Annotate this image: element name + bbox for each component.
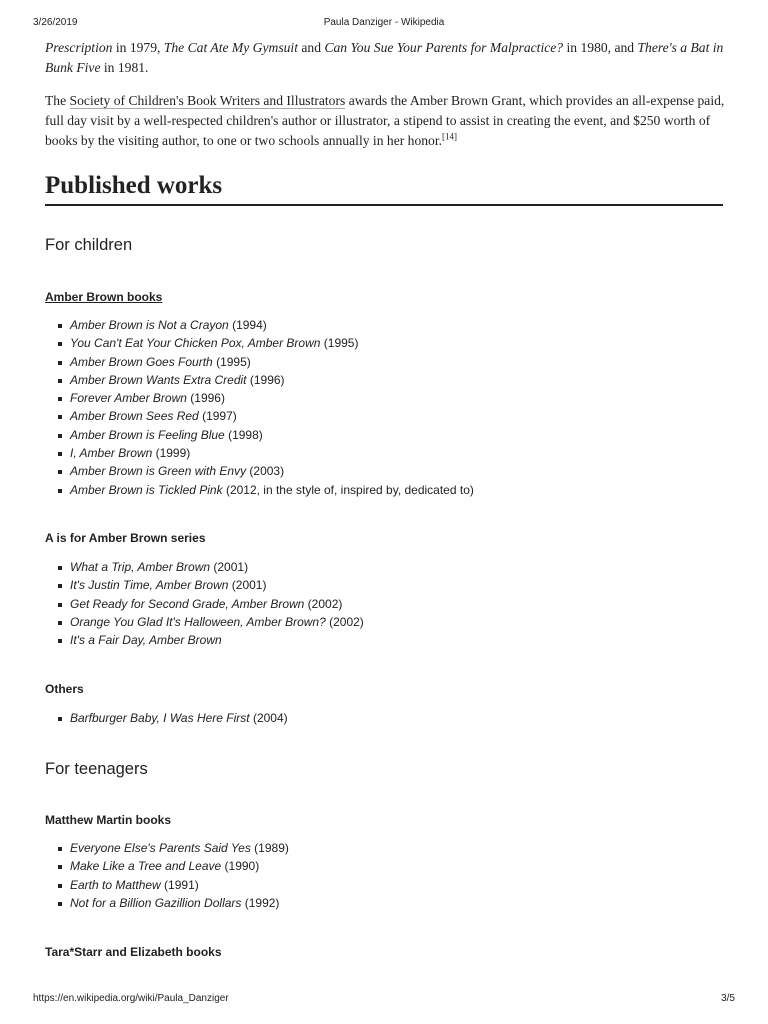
book-info: (1998) xyxy=(224,427,263,442)
list-item xyxy=(45,371,474,389)
amber-brown-list xyxy=(45,316,474,499)
list-item xyxy=(45,426,474,444)
book-info: (2003) xyxy=(246,464,285,479)
list-item xyxy=(45,894,289,912)
list-item xyxy=(45,558,364,576)
book-title-link[interactable]: Amber Brown Sees Red xyxy=(70,409,199,424)
published-works-heading: Published works xyxy=(45,170,723,206)
print-title: Paula Danziger - Wikipedia xyxy=(323,17,445,28)
intro-paragraph: Prescription in 1979, The Cat Ate My Gymsuit and Can You Sue Your Parents for Malpractice? in 1980, and There's a Bat in Bunk Five in 1981. xyxy=(45,40,724,75)
book-title-link[interactable]: It's a Fair Day, Amber Brown xyxy=(70,633,222,648)
print-date: 3/26/2019 xyxy=(33,17,78,28)
tara-starr-elizabeth-heading: Tara*Starr and Elizabeth books xyxy=(45,945,222,959)
a-is-for-amber-brown-list xyxy=(45,558,364,649)
book-title-link[interactable]: Not for a Billion Gazillion Dollars xyxy=(70,895,242,910)
book-title-link[interactable]: Amber Brown Wants Extra Credit xyxy=(70,372,247,387)
book-title-link[interactable]: Amber Brown is Tickled Pink xyxy=(70,482,223,497)
list-item xyxy=(45,462,474,480)
book-title: There's a Bat in Bunk Five xyxy=(45,40,724,75)
list-item xyxy=(45,353,474,371)
book-title: The Cat Ate My Gymsuit xyxy=(163,40,298,55)
book-title-link[interactable]: It's Justin Time, Amber Brown xyxy=(70,578,229,593)
for-teenagers-heading: For teenagers xyxy=(45,760,148,778)
book-info: (1996) xyxy=(246,372,285,387)
book-title-link[interactable]: What a Trip, Amber Brown xyxy=(70,560,211,574)
book-info: (1997) xyxy=(198,409,237,424)
book-info: (1992) xyxy=(241,895,280,910)
list-item xyxy=(45,334,474,352)
book-title-link[interactable]: Amber Brown is Feeling Blue xyxy=(70,427,225,442)
list-item xyxy=(45,839,289,857)
page-number: 3/5 xyxy=(721,993,735,1004)
reference-14[interactable]: [14] xyxy=(442,131,458,142)
list-item xyxy=(45,631,364,649)
book-title-link[interactable]: I, Amber Brown xyxy=(70,446,153,461)
book-info: (1989) xyxy=(250,841,289,855)
book-title-link[interactable]: Get Ready for Second Grade, Amber Brown xyxy=(70,596,305,611)
book-info: (1994) xyxy=(228,318,267,332)
book-info: (1995) xyxy=(212,354,251,369)
book-info: (1990) xyxy=(221,859,260,874)
book-title-link[interactable]: Amber Brown is Green with Envy xyxy=(70,464,247,479)
book-info: (1996) xyxy=(186,391,225,406)
list-item xyxy=(45,613,364,631)
book-title-link[interactable]: Amber Brown is Not a Crayon xyxy=(70,318,229,332)
list-item xyxy=(45,444,474,462)
others-heading: Others xyxy=(45,682,84,696)
book-info: (1995) xyxy=(320,336,359,351)
book-title-link[interactable]: Everyone Else's Parents Said Yes xyxy=(70,841,251,855)
book-title-link[interactable]: Amber Brown Goes Fourth xyxy=(70,354,213,369)
book-title: Prescription xyxy=(45,40,113,55)
book-info: (2012, in the style of, inspired by, dedicated to) xyxy=(222,482,474,497)
list-item xyxy=(45,389,474,407)
others-list xyxy=(45,709,288,727)
book-info: (2004) xyxy=(249,711,288,725)
grant-paragraph: The Society of Children's Book Writers and Illustrators awards the Amber Brown Grant, which provides an all-expense paid, full day visit by a well-respected children's author or illustrator, a stipend to assist in creating the event, and $250 worth of books by the visiting author, to one or two schools annually in her honor.[14] xyxy=(45,93,725,148)
book-title-link[interactable]: Earth to Matthew xyxy=(70,877,161,892)
book-info: (2002) xyxy=(325,614,364,629)
list-item xyxy=(45,595,364,613)
book-info: (2002) xyxy=(304,596,343,611)
book-info: (2001) xyxy=(210,560,249,574)
book-info: (2001) xyxy=(228,578,267,593)
book-title-link[interactable]: Orange You Glad It's Halloween, Amber Brown? xyxy=(70,614,326,629)
book-title-link[interactable]: Barfburger Baby, I Was Here First xyxy=(70,711,250,725)
matthew-martin-list xyxy=(45,839,289,912)
book-info: (1999) xyxy=(152,446,191,461)
matthew-martin-books-heading: Matthew Martin books xyxy=(45,813,172,827)
book-title-link[interactable]: Make Like a Tree and Leave xyxy=(70,859,222,874)
book-title-link[interactable]: You Can't Eat Your Chicken Pox, Amber Brown xyxy=(70,336,321,351)
list-item xyxy=(45,316,474,334)
book-title: Can You Sue Your Parents for Malpractice? xyxy=(324,40,564,55)
book-title-link[interactable]: Forever Amber Brown xyxy=(70,391,187,406)
list-item xyxy=(45,576,364,594)
list-item xyxy=(45,481,474,499)
list-item xyxy=(45,407,474,425)
list-item xyxy=(45,709,288,727)
list-item xyxy=(45,857,289,875)
scbwi-link[interactable]: Society of Children's Book Writers and Illustrators xyxy=(69,93,346,108)
print-url: https://en.wikipedia.org/wiki/Paula_Danziger xyxy=(33,993,229,1004)
for-children-heading: For children xyxy=(45,236,133,254)
list-item xyxy=(45,876,289,894)
amber-brown-books-heading: Amber Brown books xyxy=(45,290,163,304)
a-is-for-amber-brown-heading: A is for Amber Brown series xyxy=(45,531,206,545)
book-info: (1991) xyxy=(160,877,199,892)
